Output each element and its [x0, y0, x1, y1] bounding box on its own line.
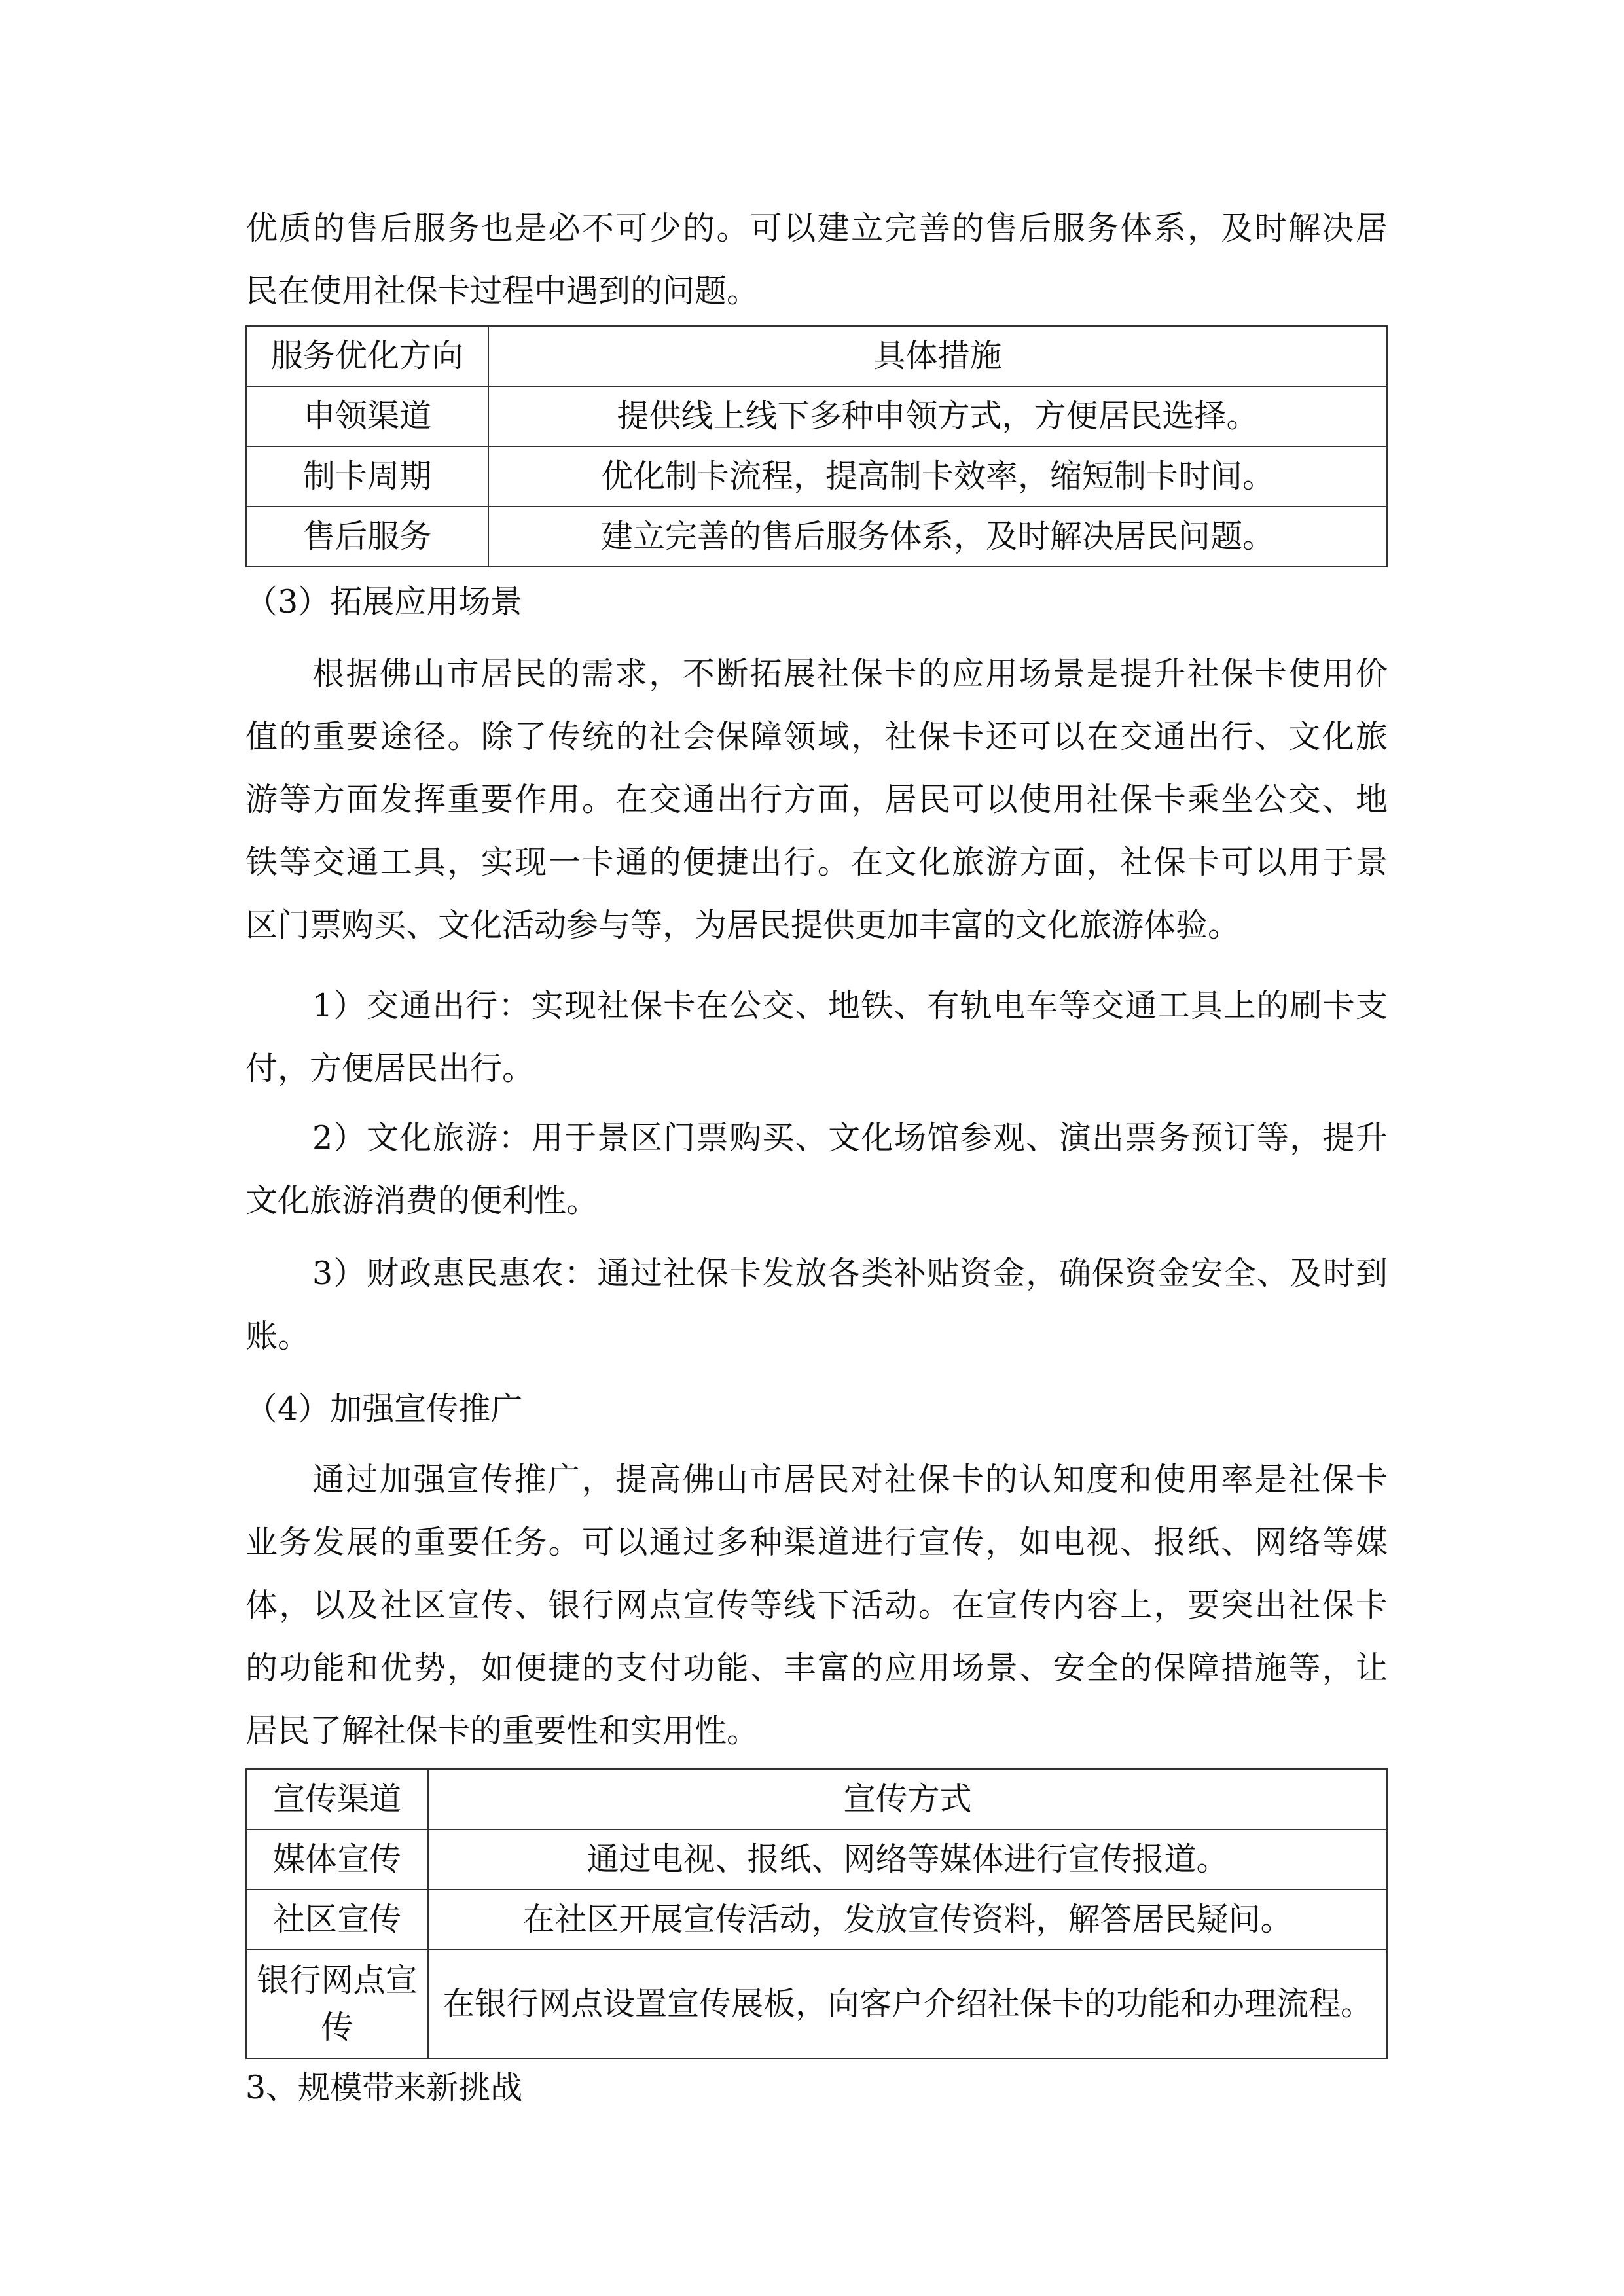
text-line: 民在使用社保卡过程中遇到的问题。 [245, 272, 759, 310]
section-heading-4 [245, 1378, 1388, 1441]
paragraph-after-sales [245, 197, 1388, 323]
list-item-culture-tourism [245, 1107, 1388, 1232]
text-line: 2）文化旅游：用于景区门票购买、文化场馆参观、演出票务预订等，提升 [312, 1119, 1388, 1157]
table-cell: 媒体宣传 [246, 1829, 428, 1890]
text-line: 游等方面发挥重要作用。在交通出行方面，居民可以使用社保卡乘坐公交、地 [245, 781, 1388, 818]
text-line: 3）财政惠民惠农：通过社保卡发放各类补贴资金，确保资金安全、及时到 [312, 1255, 1388, 1292]
table-row [246, 446, 1387, 507]
text-line: 1）交通出行：实现社保卡在公交、地铁、有轨电车等交通工具上的刷卡支 [312, 987, 1388, 1024]
table-row [246, 386, 1387, 446]
table-cell: 银行网点宣传 [246, 1950, 428, 2058]
service-optimization-table [245, 325, 1388, 567]
text-line: 优质的售后服务也是必不可少的。可以建立完善的售后服务体系，及时解决居 [245, 209, 1388, 247]
heading-text: 3、规模带来新挑战 [245, 2069, 523, 2106]
table-row [246, 1890, 1387, 1950]
table-header: 宣传方式 [428, 1769, 1387, 1829]
table-cell: 售后服务 [246, 507, 488, 567]
text-line: 铁等交通工具，实现一卡通的便捷出行。在文化旅游方面，社保卡可以用于景 [245, 844, 1388, 881]
section-heading-scale-challenges [245, 2056, 1388, 2119]
table-row [246, 1950, 1387, 2058]
text-line: 根据佛山市居民的需求，不断拓展社保卡的应用场景是提升社保卡使用价 [312, 655, 1388, 692]
table-row [246, 507, 1387, 567]
heading-text: （3）拓展应用场景 [245, 583, 523, 620]
section-heading-3 [245, 571, 1388, 634]
table-cell: 申领渠道 [246, 386, 488, 446]
text-line: 账。 [245, 1318, 310, 1355]
table-header: 具体措施 [488, 326, 1387, 386]
text-line: 居民了解社保卡的重要性和实用性。 [245, 1712, 759, 1749]
table-cell: 制卡周期 [246, 446, 488, 507]
table-cell: 在银行网点设置宣传展板，向客户介绍社保卡的功能和办理流程。 [428, 1950, 1387, 2058]
text-line: 通过加强宣传推广，提高佛山市居民对社保卡的认知度和使用率是社保卡 [312, 1461, 1388, 1498]
table-header: 服务优化方向 [246, 326, 488, 386]
promotion-channel-table [245, 1768, 1388, 2059]
table-row [246, 1829, 1387, 1890]
text-line: 文化旅游消费的便利性。 [245, 1182, 599, 1219]
text-line: 区门票购买、文化活动参与等，为居民提供更加丰富的文化旅游体验。 [245, 906, 1240, 944]
table-header: 宣传渠道 [246, 1769, 428, 1829]
heading-text: （4）加强宣传推广 [245, 1390, 523, 1427]
paragraph-promotion [245, 1448, 1388, 1763]
table-header-row [246, 1769, 1387, 1829]
table-cell: 建立完善的售后服务体系，及时解决居民问题。 [488, 507, 1387, 567]
paragraph-application-scenarios [245, 643, 1388, 957]
table-cell: 社区宣传 [246, 1890, 428, 1950]
table-header-row [246, 326, 1387, 386]
list-item-subsidy [245, 1242, 1388, 1368]
table-cell: 优化制卡流程，提高制卡效率，缩短制卡时间。 [488, 446, 1387, 507]
text-line: 值的重要途径。除了传统的社会保障领域，社保卡还可以在交通出行、文化旅 [245, 718, 1388, 755]
table-cell: 在社区开展宣传活动，发放宣传资料，解答居民疑问。 [428, 1890, 1387, 1950]
table-cell: 提供线上线下多种申领方式，方便居民选择。 [488, 386, 1387, 446]
text-line: 业务发展的重要任务。可以通过多种渠道进行宣传，如电视、报纸、网络等媒 [245, 1524, 1388, 1561]
list-item-transport [245, 975, 1388, 1100]
text-line: 付，方便居民出行。 [245, 1050, 535, 1087]
text-line: 的功能和优势，如便捷的支付功能、丰富的应用场景、安全的保障措施等，让 [245, 1649, 1388, 1687]
text-line: 体，以及社区宣传、银行网点宣传等线下活动。在宣传内容上，要突出社保卡 [245, 1587, 1388, 1624]
table-cell: 通过电视、报纸、网络等媒体进行宣传报道。 [428, 1829, 1387, 1890]
